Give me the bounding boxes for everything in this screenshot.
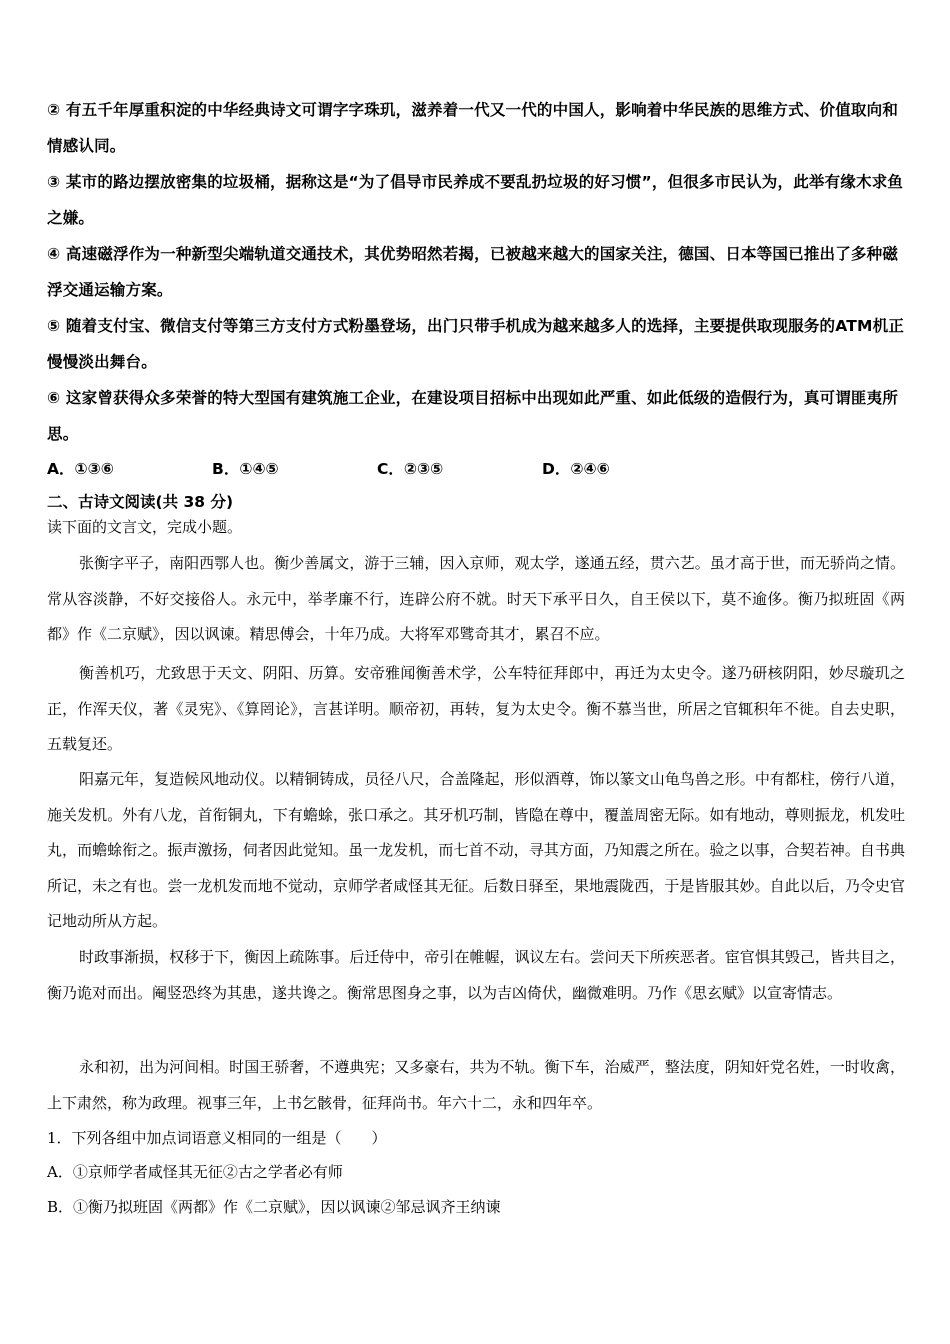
sentence-3: ③ 某市的路边摆放密集的垃圾桶，据称这是“为了倡导市民养成不要乱扔垃圾的好习惯”，但很多市民认为，此举有缘木求鱼之嫌。 (47, 173, 904, 227)
option-b[interactable]: B．①④⑤ (212, 460, 279, 478)
answer-options (47, 454, 907, 484)
option-c[interactable]: C．②③⑤ (377, 460, 444, 478)
question-stem: 1．下列各组中加点词语意义相同的一组是（ ） (47, 1129, 387, 1147)
question-option-a[interactable]: A．①京师学者咸怪其无征②古之学者必有师 (47, 1163, 343, 1181)
passage-paragraph-4: 时政事渐损，权移于下，衡因上疏陈事。后迁侍中，帝引在帷幄，讽议左右。尝问天下所疾恶者。宦官惧其毁己，皆共目之，衡乃诡对而出。阉竖恐终为其患，遂共谗之。衡常思图身之事，以为吉凶倚伏，幽微难明。乃作《思玄赋》以宣寄情志。 (47, 948, 905, 1002)
passage-paragraph-1: 张衡字平子，南阳西鄂人也。衡少善属文，游于三辅，因入京师，观太学，遂通五经，贯六艺。虽才高于世，而无骄尚之情。常从容淡静，不好交接俗人。永元中，举孝廉不行，连辟公府不就。时天下承平日久，自王侯以下，莫不逾侈。衡乃拟班固《两都》作《二京赋》，因以讽谏。精思傅会，十年乃成。大将军邓骘奇其才，累召不应。 (47, 554, 905, 643)
section-instruction: 读下面的文言文，完成小题。 (47, 518, 243, 536)
sentence-6: ⑥ 这家曾获得众多荣誉的特大型国有建筑施工企业，在建设项目招标中出现如此严重、如此低级的造假行为，真可谓匪夷所思。 (47, 389, 899, 443)
question-option-b[interactable]: B．①衡乃拟班固《两都》作《二京赋》，因以讽谏②邹忌讽齐王纳谏 (47, 1198, 501, 1216)
sentence-2: ② 有五千年厚重积淀的中华经典诗文可谓字字珠玑，滋养着一代又一代的中国人，影响着中华民族的思维方式、价值取向和情感认同。 (47, 101, 899, 155)
passage-paragraph-5: 永和初，出为河间相。时国王骄奢，不遵典宪；又多豪右，共为不轨。衡下车，治威严，整法度，阴知奸党名姓，一时收禽，上下肃然，称为政理。视事三年，上书乞骸骨，征拜尚书。年六十二，永和四年卒。 (47, 1058, 905, 1112)
section-title: 二、古诗文阅读(共 38 分) (47, 493, 234, 511)
passage-paragraph-3: 阳嘉元年，复造候风地动仪。以精铜铸成，员径八尺，合盖隆起，形似酒尊，饰以篆文山龟鸟兽之形。中有都柱，傍行八道，施关发机。外有八龙，首衔铜丸，下有蟾蜍，张口承之。其牙机巧制，皆隐在尊中，覆盖周密无际。如有地动，尊则振龙，机发吐丸，而蟾蜍衔之。振声激扬，伺者因此觉知。虽一龙发机，而七首不动，寻其方面，乃知震之所在。验之以事，合契若神。自书典所记，未之有也。尝一龙机发而地不觉动，京师学者咸怪其无征。后数日驿至，果地震陇西，于是皆服其妙。自此以后，乃令史官记地动所从方起。 (47, 770, 905, 930)
sentence-4: ④ 高速磁浮作为一种新型尖端轨道交通技术，其优势昭然若揭，已被越来越大的国家关注，德国、日本等国已推出了多种磁浮交通运输方案。 (47, 245, 899, 299)
option-d[interactable]: D．②④⑥ (542, 460, 610, 478)
option-a[interactable]: A．①③⑥ (47, 460, 114, 478)
passage-paragraph-2: 衡善机巧，尤致思于天文、阴阳、历算。安帝雅闻衡善术学，公车特征拜郎中，再迁为太史令。遂乃研核阴阳，妙尽璇玑之正，作浑天仪，著《灵宪》、《算罔论》，言甚详明。顺帝初，再转，复为太史令。衡不慕当世，所居之官辄积年不徙。自去史职，五载复还。 (47, 664, 905, 753)
sentence-5: ⑤ 随着支付宝、微信支付等第三方支付方式粉墨登场，出门只带手机成为越来越多人的选择，主要提供取现服务的ATM机正慢慢淡出舞台。 (47, 317, 905, 371)
